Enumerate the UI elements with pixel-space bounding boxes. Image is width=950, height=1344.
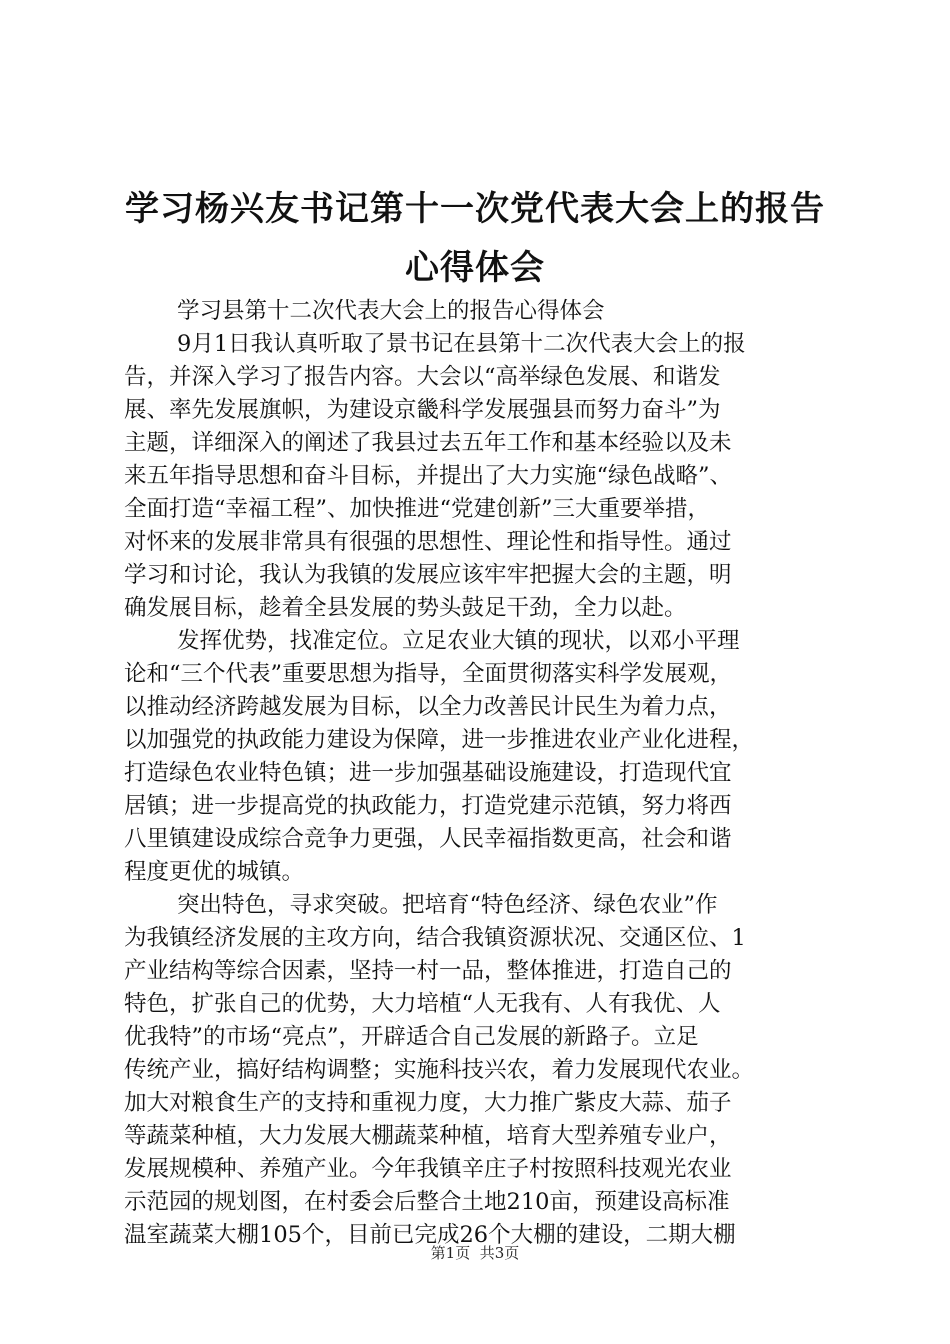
body-line: 居镇；进一步提高党的执政能力，打造党建示范镇，努力将西	[124, 793, 732, 819]
body-line: 打造绿色农业特色镇；进一步加强基础设施建设，打造现代宜	[124, 760, 732, 786]
body-line: 传统产业，搞好结构调整；实施科技兴农，着力发展现代农业。	[124, 1057, 755, 1083]
body-line: 温室蔬菜大棚105个，目前已完成26个大棚的建设，二期大棚	[124, 1222, 736, 1248]
page-footer	[0, 1243, 950, 1263]
body-line: 展、率先发展旗帜，为建设京畿科学发展强县而努力奋斗”为	[124, 397, 721, 423]
body-line: 发挥优势，找准定位。立足农业大镇的现状，以邓小平理	[177, 628, 740, 654]
body-line: 学习和讨论，我认为我镇的发展应该牢牢把握大会的主题，明	[124, 562, 732, 588]
body-line: 以推动经济跨越发展为目标，以全力改善民计民生为着力点，	[124, 694, 732, 720]
document-title-line-2: 心得体会	[405, 248, 545, 288]
body-line: 示范园的规划图，在村委会后整合土地210亩，预建设高标准	[124, 1189, 730, 1215]
body-line: 特色，扩张自己的优势，大力培植“人无我有、人有我优、人	[124, 991, 721, 1017]
body-line: 告，并深入学习了报告内容。大会以“高举绿色发展、和谐发	[124, 364, 721, 390]
body-line: 全面打造“幸福工程”、加快推进“党建创新”三大重要举措，	[124, 496, 711, 522]
document-title-line-1: 学习杨兴友书记第十一次党代表大会上的报告	[125, 189, 825, 229]
body-line: 等蔬菜种植，大力发展大棚蔬菜种植，培育大型养殖专业户，	[124, 1123, 732, 1149]
body-line: 八里镇建设成综合竞争力更强，人民幸福指数更高，社会和谐	[124, 826, 732, 852]
body-line: 以加强党的执政能力建设为保障，进一步推进农业产业化进程，	[124, 727, 755, 753]
body-line: 加大对粮食生产的支持和重视力度，大力推广紫皮大蒜、茄子	[124, 1090, 732, 1116]
body-line: 优我特”的市场“亮点”，开辟适合自己发展的新路子。立足	[124, 1024, 699, 1050]
body-line: 来五年指导思想和奋斗目标，并提出了大力实施“绿色战略”、	[124, 463, 733, 489]
body-line: 确发展目标，趁着全县发展的势头鼓足干劲，全力以赴。	[124, 595, 687, 621]
body-line: 发展规模种、养殖产业。今年我镇辛庄子村按照科技观光农业	[124, 1156, 732, 1182]
body-line: 学习县第十二次代表大会上的报告心得体会	[177, 298, 605, 324]
body-line: 突出特色，寻求突破。把培育“特色经济、绿色农业”作	[177, 892, 718, 918]
body-line: 9月1日我认真听取了景书记在县第十二次代表大会上的报	[177, 331, 746, 357]
body-line: 程度更优的城镇。	[124, 859, 305, 885]
body-line: 对怀来的发展非常具有很强的思想性、理论性和指导性。通过	[124, 529, 732, 555]
body-line: 论和“三个代表”重要思想为指导，全面贯彻落实科学发展观，	[124, 661, 733, 687]
page-number-current: 第1页	[430, 1244, 471, 1262]
document-body	[124, 295, 836, 1252]
body-line: 产业结构等综合因素，坚持一村一品，整体推进，打造自己的	[124, 958, 732, 984]
body-line: 为我镇经济发展的主攻方向，结合我镇资源状况、交通区位、1	[124, 925, 746, 951]
page-number-total: 共3页	[479, 1244, 520, 1262]
body-line: 主题，详细深入的阐述了我县过去五年工作和基本经验以及未	[124, 430, 732, 456]
